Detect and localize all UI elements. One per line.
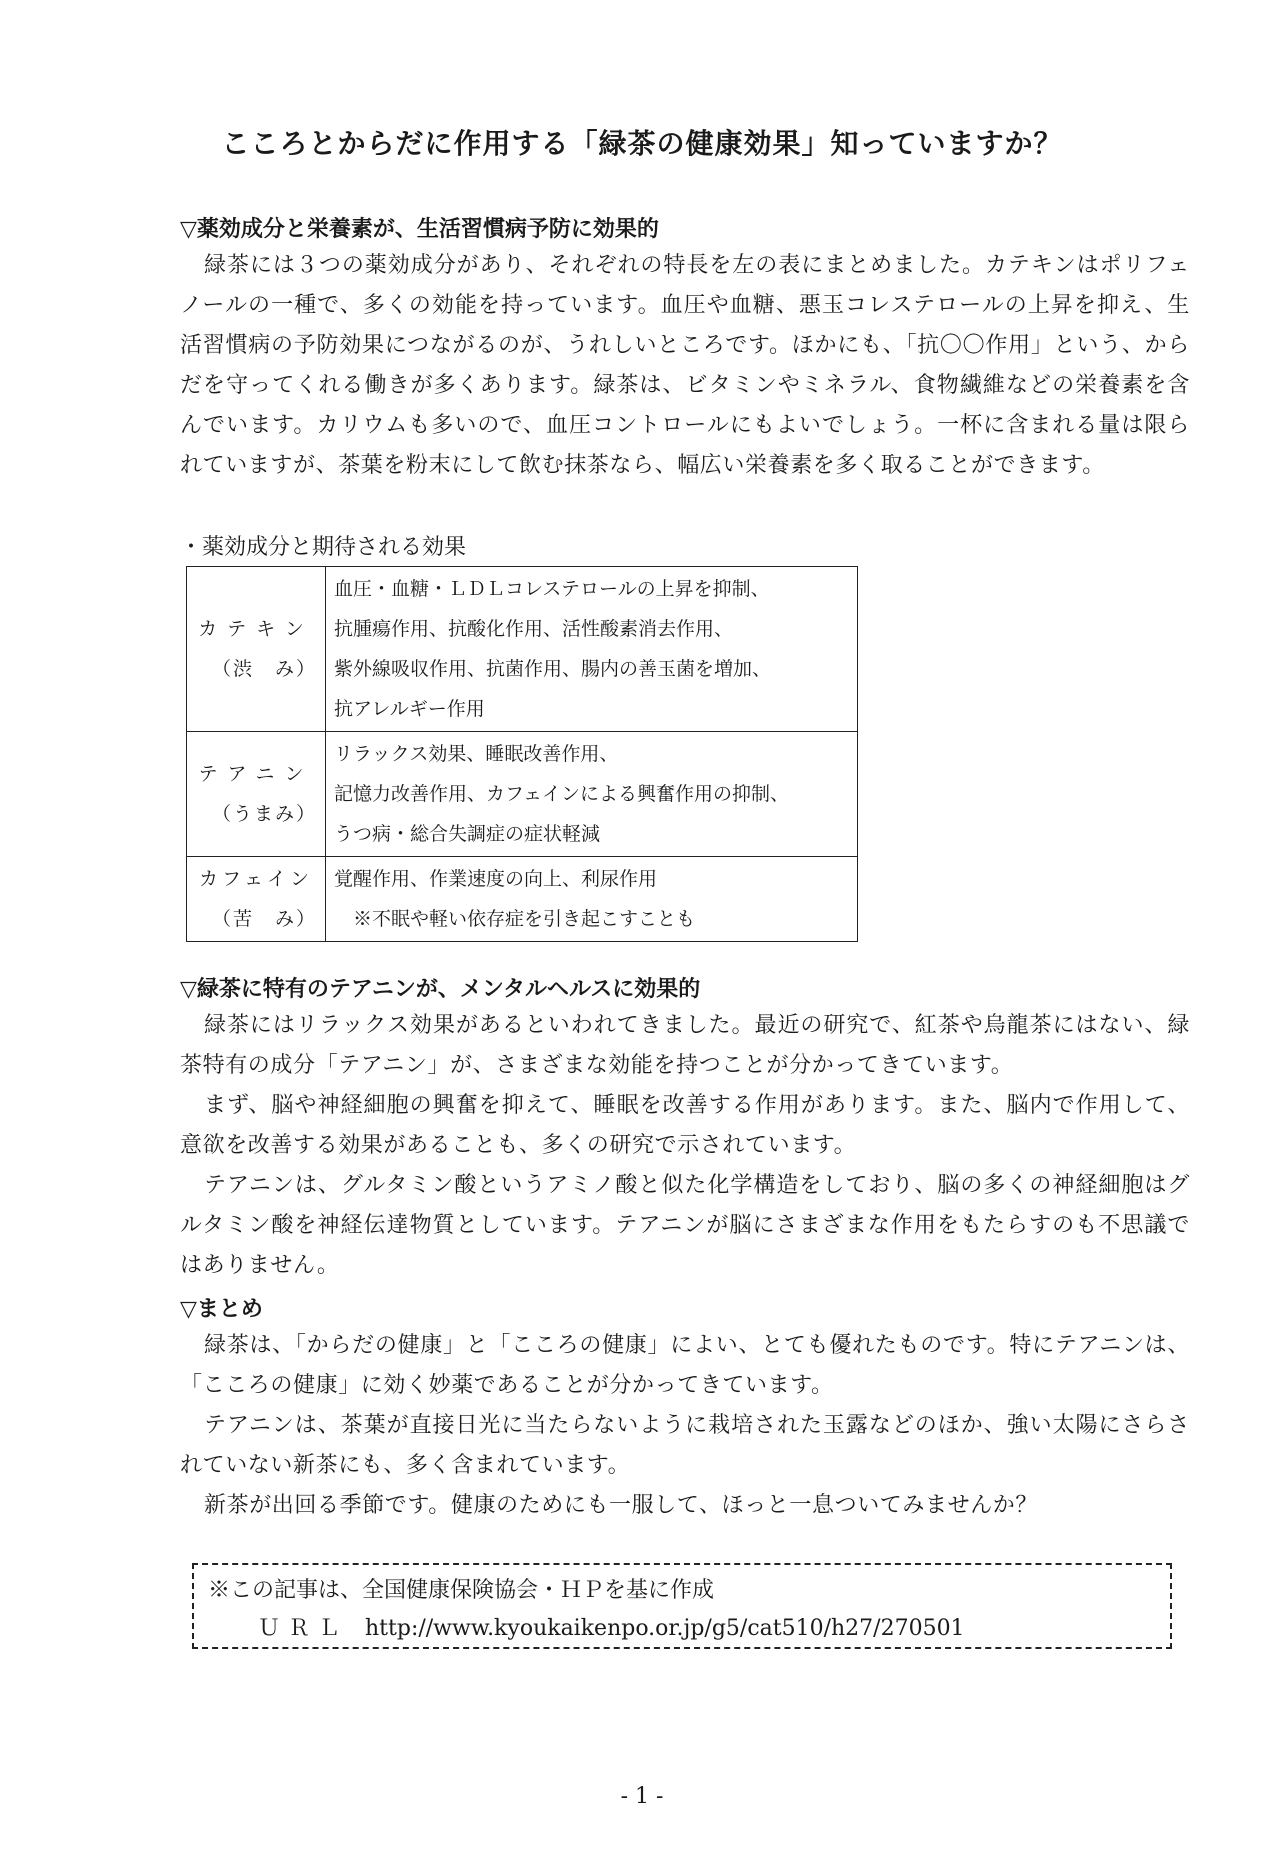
page-number: - 1 -: [620, 1784, 664, 1809]
section-heading-1: ▽薬効成分と栄養素が、生活習慣病予防に効果的: [180, 217, 659, 242]
component-cell: [187, 567, 326, 732]
section3-paragraph: 緑茶は、「からだの健康」と「こころの健康」によい、とても優れたものです。特にテアニンは、「こころの健康」に効く妙薬であることが分かってきています。: [180, 1333, 1190, 1398]
effect-line: 覚醒作用、作業速度の向上、利尿作用: [334, 868, 658, 890]
source-url: http://www.kyoukaikenpo.or.jp/g5/cat510/h27/270501: [365, 1616, 965, 1641]
component-name: カフェイン: [198, 868, 314, 890]
component-name: カテキン: [198, 618, 314, 640]
effect-line: 紫外線吸収作用、抗菌作用、腸内の善玉菌を増加、: [334, 658, 772, 680]
url-label: ＵＲＬ: [258, 1616, 349, 1641]
section2-paragraph: まず、脳や神経細胞の興奮を抑えて、睡眠を改善する作用があります。また、脳内で作用して、意欲を改善する効果があることも、多くの研究で示されています。: [180, 1093, 1190, 1158]
effects-table: [186, 566, 858, 942]
component-cell: [187, 732, 326, 857]
effects-cell: [326, 732, 858, 857]
source-url-line: [258, 1611, 965, 1642]
table-row: [187, 567, 858, 732]
section3-paragraph: テアニンは、茶葉が直接日光に当たらないように栽培された玉露などのほか、強い太陽にさらされていない新茶にも、多く含まれています。: [180, 1413, 1190, 1478]
effect-line: リラックス効果、睡眠改善作用、: [334, 743, 619, 765]
table-row: [187, 857, 858, 942]
component-name: テアニン: [198, 763, 314, 785]
section-heading-3: ▽まとめ: [180, 1297, 263, 1322]
source-note-text: ※この記事は、全国健康保険協会・ＨＰを基に作成: [208, 1578, 715, 1603]
table-row: [187, 732, 858, 857]
effect-line: うつ病・総合失調症の症状軽減: [334, 823, 601, 845]
effect-line: 抗アレルギー作用: [334, 698, 485, 720]
section3-paragraph: 新茶が出回る季節です。健康のためにも一服して、ほっと一息ついてみませんか？: [204, 1493, 1039, 1518]
effect-line: 記憶力改善作用、カフェインによる興奮作用の抑制、: [334, 783, 790, 805]
effect-line: ※不眠や軽い依存症を引き起こすことも: [334, 908, 696, 930]
component-taste: （渋 み）: [211, 658, 317, 680]
component-taste: （うまみ）: [211, 803, 317, 825]
section1-paragraph: 緑茶には３つの薬効成分があり、それぞれの特長を左の表にまとめました。カテキンはポリフェノールの一種で、多くの効能を持っています。血圧や血糖、悪玉コレステロールの上昇を抑え、生活習慣病の予防効果につながるのが、うれしいところです。ほかにも、「抗〇〇作用」という、からだを守ってくれる働きが多くあります。緑茶は、ビタミンやミネラル、食物繊維などの栄養素を含んでいます。カリウムも多いので、血圧コントロールにもよいでしょう。一杯に含まれる量は限られていますが、茶葉を粉末にして飲む抹茶なら、幅広い栄養素を多く取ることができます。: [180, 253, 1190, 478]
section-heading-2: ▽緑茶に特有のテアニンが、メンタルヘルスに効果的: [180, 977, 701, 1002]
component-taste: （苦 み）: [211, 908, 317, 930]
effects-cell: [326, 857, 858, 942]
component-cell: [187, 857, 326, 942]
page-title: こころとからだに作用する「緑茶の健康効果」知っていますか？: [221, 127, 1063, 160]
effect-line: 抗腫瘍作用、抗酸化作用、活性酸素消去作用、: [334, 618, 734, 640]
effect-line: 血圧・血糖・ＬＤＬコレステロールの上昇を抑制、: [334, 578, 770, 600]
effects-cell: [326, 567, 858, 732]
source-note-box: [192, 1563, 1172, 1649]
section2-paragraph: 緑茶にはリラックス効果があるといわれてきました。最近の研究で、紅茶や烏龍茶にはない、緑茶特有の成分「テアニン」が、さまざまな効能を持つことが分かってきています。: [180, 1013, 1190, 1078]
section2-paragraph: テアニンは、グルタミン酸というアミノ酸と似た化学構造をしており、脳の多くの神経細胞はグルタミン酸を神経伝達物質としています。テアニンが脳にさまざまな作用をもたらすのも不思議ではありません。: [180, 1173, 1190, 1278]
table-caption: ・薬効成分と期待される効果: [180, 535, 467, 560]
